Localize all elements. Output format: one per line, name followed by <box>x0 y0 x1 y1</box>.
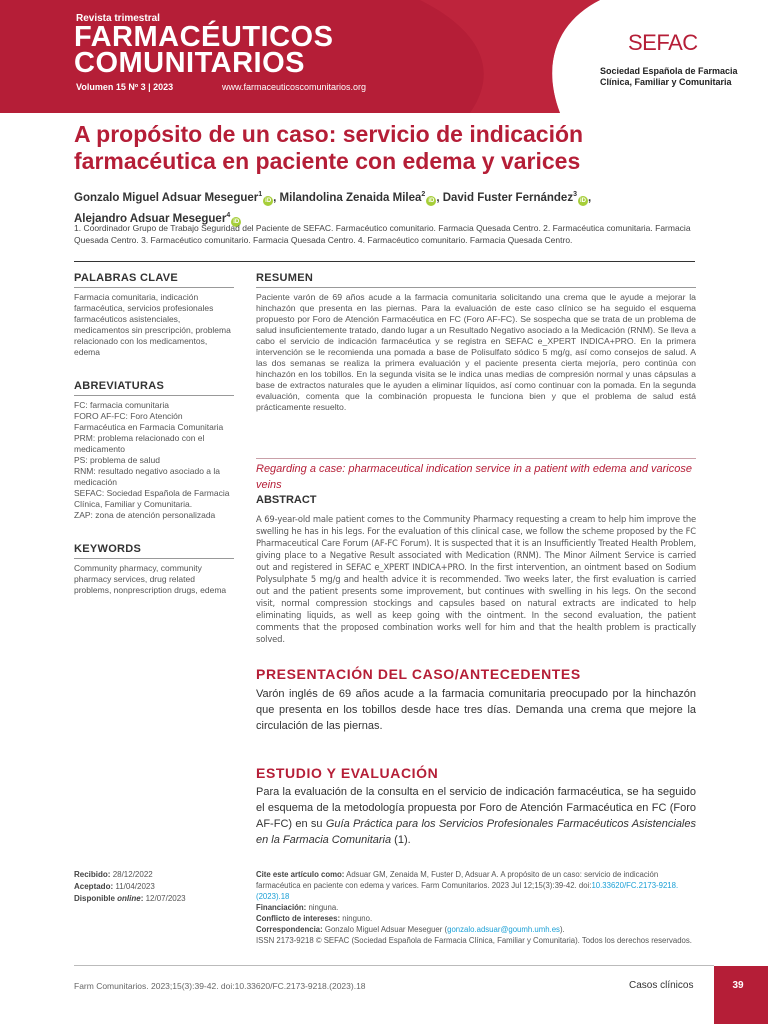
citation-block <box>256 869 701 946</box>
orcid-icon[interactable]: iD <box>579 197 586 204</box>
cite-label: Cite este artículo como: <box>256 870 345 879</box>
date-accepted <box>74 881 244 893</box>
date-label: Recibido: <box>74 870 111 879</box>
keywords-es-block <box>74 272 234 358</box>
footer-reference: Farm Comunitarios. 2023;15(3):39-42. doi:10.33620/FC.2173-9218.(2023).18 <box>74 981 366 991</box>
author-name: Milandolina Zenaida Milea <box>279 191 422 204</box>
date-value: 11/04/2023 <box>115 882 155 891</box>
author-3 <box>443 192 588 204</box>
orcid-icon[interactable]: iD <box>428 197 435 204</box>
date-label-part: Disponible <box>74 894 118 903</box>
section-heading-study: ESTUDIO Y EVALUACIÓN <box>256 765 439 781</box>
issn-line: ISSN 2173-9218 © SEFAC (Sociedad Española de Farmacia Clínica, Familiar y Comunitaria). Todos los derechos reservados. <box>256 936 692 945</box>
abstract-heading: ABSTRACT <box>256 494 317 506</box>
author-name: Gonzalo Miguel Adsuar Meseguer <box>74 191 259 204</box>
article-title-line1: A propósito de un caso: servicio de indicación <box>74 121 584 147</box>
section-heading-presentation: PRESENTACIÓN DEL CASO/ANTECEDENTES <box>256 666 581 682</box>
abbreviation-item: RNM: resultado negativo asociado a la medicación <box>74 466 220 487</box>
conflict-value: ninguno. <box>342 914 373 923</box>
sefac-logo: SEFAC <box>628 30 698 55</box>
email-link[interactable]: gonzalo.adsuar@goumh.umh.es <box>447 925 560 934</box>
page-number: 39 <box>732 980 744 991</box>
abstract-text: A 69-year-old male patient comes to the Community Pharmacy requesting a cream to help him improve the swelling he has in his legs. For the evaluation of this clinical case, we follow the scheme proposed by the FC Pharmaceutical Care Forum (AF-FC Forum). It is suspected that it is an Insufficiently Treated Health Problem, giving place to a Negative Result associated with Medication (RNM). The Minor Ailment Service is carried out and registered in SEFAC e_XPERT INDICA+PRO. In the first intervention, an ointment based on Sodium Polysulphate 5 mg/g and health advice it is recommended. Two weeks later, the first evaluation is carried out and the patient presents some improvement, but continues with swelling in his legs. On the second visit, normal compression stockings and capsules based on natural extracts are indicated to help eliminating liquids, as well as keep going with the ointment. In the second evaluation, the patient comments that the proposed combination works well for him and that the health problem is practically solved. <box>256 514 696 644</box>
page-number-box <box>714 966 768 1024</box>
journal-url[interactable]: www.farmaceuticoscomunitarios.org <box>222 82 367 92</box>
article-dates <box>74 869 244 905</box>
correspondence-end: ). <box>559 925 565 934</box>
journal-title-line1: FARMACÉUTICOS <box>74 21 334 53</box>
conflict-line <box>256 913 701 924</box>
resumen-block <box>256 272 696 413</box>
study-text-b: (1). <box>391 834 411 846</box>
journal-title <box>74 21 334 79</box>
resumen-text: Paciente varón de 69 años acude a la farmacia comunitaria solicitando una crema que le ayude a mejorar la hinchazón que presenta en las piernas. Para la evaluación de este caso clínico se ha seguido el esquema propuesto por Foro de Atención Farmacéutica en FC (Foro AF-FC). Se sospecha que se trata de un problema de salud insuficientemente tratado, dando lugar a un Resultado Negativo asociado a la Medicación (RNM). Se lleva a cabo el servicio de indicación farmacéutica y se registra en SEFAC e_XPERT INDICA+PRO. En la primera intervención se le recomienda una pomada a base de Polisulfato sódico 5 mg/g, así como consejos de salud. A las dos semanas se realiza la primera evaluación y el paciente presenta cierta mejoría, pero continúa con hinchazón en los tobillos. En la segunda visita se le indica unas medias de compresión normal y unas cápsulas a base de extractos naturales que le ayuden a eliminar líquidos, así como continuar con la pomada. En la segunda evaluación, comenta que la combinación propuesta le funciona bien y que el problema de salud está prácticamente resuelto. <box>256 292 696 412</box>
abbreviation-item: PS: problema de salud <box>74 455 160 465</box>
keywords-en-block <box>74 543 234 596</box>
date-label <box>74 894 143 903</box>
date-value: 12/07/2023 <box>145 894 186 903</box>
cite-line <box>256 869 701 902</box>
funding-label: Financiación: <box>256 903 307 912</box>
abbreviation-item: PRM: problema relacionado con el medicamento <box>74 433 205 454</box>
abbreviation-item: ZAP: zona de atención personalizada <box>74 510 216 520</box>
footer-divider <box>74 965 714 966</box>
cite-text: Adsuar GM, Zenaida M, Fuster D, Adsuar A. A propósito de un caso: servicio de indicación farmacéutica en paciente con edema y varices. Farm Comunitarios. 2023 Jul 12;15(3):39-42. doi: <box>256 870 659 890</box>
section-text-presentation: Varón inglés de 69 años acude a la farmacia comunitaria preocupado por la hinchazón que presenta en los tobillos desde hace tres días. Demanda una crema que mejore la circulación de las piernas. <box>256 688 696 732</box>
author-1 <box>74 192 273 204</box>
funding-value: ninguna. <box>308 903 339 912</box>
conflict-label: Conflicto de intereses: <box>256 914 341 923</box>
keywords-en-text: Community pharmacy, community pharmacy services, drug related problems, nonprescription drugs, edema <box>74 563 227 595</box>
date-label-part: online <box>117 894 141 903</box>
journal-header <box>0 0 768 113</box>
divider <box>74 261 695 262</box>
affiliations: 1. Coordinador Grupo de Trabajo Seguridad del Paciente de SEFAC. Farmacéutico comunitario. Farmacia Quesada Centro. 2. Farmacéutica comunitaria. Farmacia Quesada Centro. 3. Farmacéutico comunitario. Farmacia Quesada Centro. 4. Farmacéutico comunitario. Farmacia Quesada Centro. <box>74 223 691 245</box>
keywords-es-text: Farmacia comunitaria, indicación farmacéutica, servicios profesionales farmacéuticos asistenciales, medicamentos sin prescripción, problema relacionado con los medicamentos, edema <box>74 292 231 357</box>
resumen-heading: RESUMEN <box>256 272 696 288</box>
correspondence-line <box>256 924 701 935</box>
footer-section-name: Casos clínicos <box>629 980 694 991</box>
author-sup: 3 <box>573 191 577 198</box>
date-label: Aceptado: <box>74 882 114 891</box>
sefac-subtitle <box>600 66 738 88</box>
correspondence-label: Correspondencia: <box>256 925 323 934</box>
abbreviations-block <box>74 380 234 521</box>
english-title: Regarding a case: pharmaceutical indication service in a patient with edema and varicose veins <box>256 458 696 493</box>
author-2 <box>280 192 437 204</box>
sefac-subtitle-line1: Sociedad Española de Farmacia <box>600 66 738 76</box>
date-value: 28/12/2022 <box>112 870 153 879</box>
keywords-en-heading: KEYWORDS <box>74 543 234 559</box>
section-text-study <box>256 784 696 848</box>
journal-kicker: Revista trimestral <box>76 13 160 24</box>
orcid-icon[interactable]: iD <box>265 197 272 204</box>
article-title <box>74 121 714 175</box>
study-text-italic: Guía Práctica para los Servicios Profesionales Farmacéuticos Asistenciales en la Farmacia Comunitaria <box>256 818 696 846</box>
author-name: Alejandro Adsuar Meseguer <box>74 212 227 225</box>
author-sup: 4 <box>226 211 231 219</box>
doi-link[interactable]: 10.33620/FC.2173-9218.(2023).18 <box>256 881 679 901</box>
date-received <box>74 869 244 881</box>
abbreviations-heading: ABREVIATURAS <box>74 380 234 396</box>
author-name: David Fuster Fernández <box>442 191 574 204</box>
funding-line <box>256 902 701 913</box>
journal-title-line2: COMUNITARIOS <box>74 47 306 79</box>
author-sup: 1 <box>258 191 263 198</box>
author-sup: 2 <box>421 191 426 198</box>
sefac-subtitle-line2: Clínica, Familiar y Comunitaria <box>600 77 732 87</box>
abbreviation-item: FORO AF-FC: Foro Atención Farmacéutica en Farmacia Comunitaria <box>74 411 224 432</box>
abbreviation-item: SEFAC: Sociedad Española de Farmacia Clínica, Familiar y Comunitaria. <box>74 488 230 509</box>
study-text-a: Para la evaluación de la consulta en el servicio de indicación farmacéutica, se ha seguido el esquema de la metodología propuesta por Foro de Atención Farmacéutica en FC (Foro AF-FC) en su <box>256 786 696 830</box>
article-title-line2: farmacéutica en paciente con edema y varices <box>74 148 581 174</box>
correspondence-name: Gonzalo Miguel Adsuar Meseguer ( <box>324 925 448 934</box>
date-label-part: : <box>140 894 144 903</box>
sidebar-column <box>74 272 234 618</box>
author-list: Gonzalo Miguel Adsuar Meseguer$^1$iD , Milandolina Zenaida Milea$^2$iD , David Fuster Fernández$^3$iD , Alejandro Adsuar Meseguer$^4$iD <box>74 191 592 225</box>
abbreviation-item: FC: farmacia comunitaria <box>74 400 169 410</box>
keywords-es-heading: PALABRAS CLAVE <box>74 272 234 288</box>
journal-issue: Volumen 15 Nº 3 | 2023 <box>76 82 174 92</box>
orcid-icon[interactable]: iD <box>233 218 240 225</box>
date-online <box>74 893 244 905</box>
